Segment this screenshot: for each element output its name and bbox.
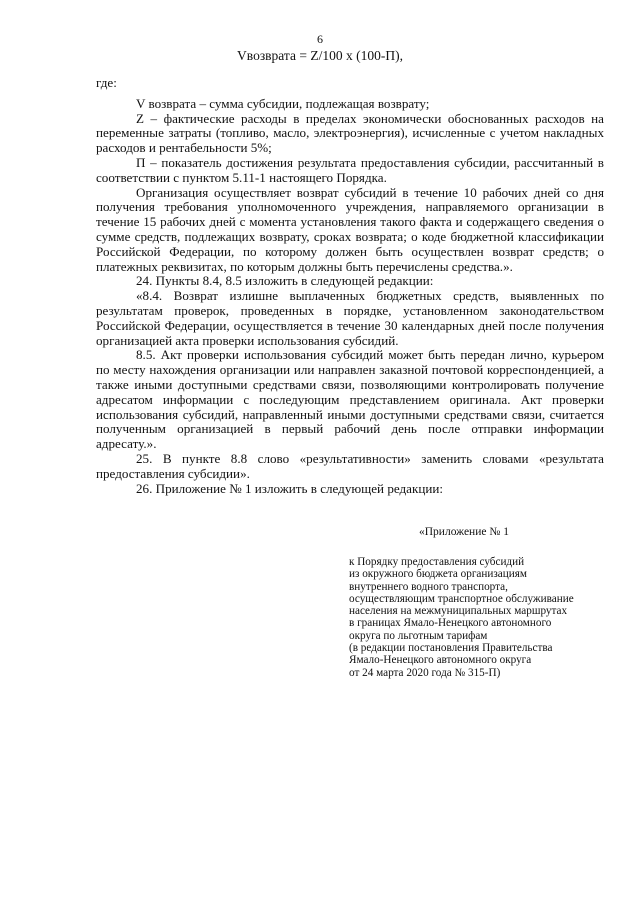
appendix-caption [349, 556, 609, 679]
page-number: 6 [317, 32, 323, 46]
appendix-line: внутреннего водного транспорта, [349, 580, 508, 593]
item-26-paragraph: 26. Приложение № 1 изложить в следующей редакции: [136, 480, 444, 496]
item-25-paragraph: 25. В пункте 8.8 слово «результативности» заменить словами «результата предоставления субсидии». [96, 450, 604, 481]
v-definition: V возврата – сумма субсидии, подлежащая возврату; [136, 95, 430, 111]
appendix-line: от 24 марта 2020 года № 315-П) [349, 666, 501, 679]
item-24-paragraph: 24. Пункты 8.4, 8.5 изложить в следующей редакции: [136, 273, 434, 289]
appendix-line: (в редакции постановления Правительства [349, 642, 553, 655]
p-definition: П – показатель достижения результата предоставления субсидии, рассчитанный в соответствии с пунктом 5.11-1 настоящего Порядка. [96, 154, 604, 185]
appendix-line: из окружного бюджета организациям [349, 568, 527, 581]
where-label: где: [96, 75, 117, 90]
appendix-line: осуществляющим транспортное обслуживание [349, 592, 574, 605]
document-body [96, 76, 604, 496]
return-procedure-paragraph: Организация осуществляет возврат субсидий в течение 10 рабочих дней со дня получения требования уполномоченного учреждения, направляемого организации в течение 15 рабочих дней с момента установления такого факта и содержащего сведения о сумме средств, подлежащих возврату, сроках возврата; о коде бюджетной классификации Российской Федерации, по которому должен быть осуществлен возврат средств; о платежных реквизитах, по которым должны быть перечислены средства.». [96, 184, 604, 274]
appendix-line: Ямало-Ненецкого автономного округа [349, 654, 532, 667]
item-8-4-paragraph: «8.4. Возврат излишне выплаченных бюджетных средств, выявленных по результатам проверок, проведенных в порядке, установленном законодательством Российской Федерации, осуществляется в течение 30 календарных дней после получения организацией акта проверки использования субсидий. [96, 288, 604, 348]
appendix-heading: «Приложение № 1 [419, 526, 509, 538]
appendix-line: населения на межмуниципальных маршрутах [349, 605, 568, 618]
z-definition: Z – фактические расходы в пределах экономически обоснованных расходов на переменные затраты (топливо, масло, электроэнергия), исчисленные с учетом накладных расходов и рентабельности 5%; [96, 110, 604, 156]
appendix-line: в границах Ямало-Ненецкого автономного [349, 617, 552, 630]
return-formula: Vвозврата = Z/100 x (100-П), [237, 48, 403, 63]
appendix-line: округа по льготным тарифам [349, 629, 488, 642]
item-8-5-paragraph: 8.5. Акт проверки использования субсидий может быть передан лично, курьером по месту нахождения организации или направлен заказной почтовой корреспонденцией, а также иными доступными средствами связи, позволяющими контролировать получение адресатом информации с последующим представлением оригинала. Акт проверки использования субсидий, направленный иными доступными средствами связи, считается полученным организацией в первый рабочий день после отправки информации адресату.». [96, 347, 604, 452]
appendix-line: к Порядку предоставления субсидий [349, 556, 525, 568]
